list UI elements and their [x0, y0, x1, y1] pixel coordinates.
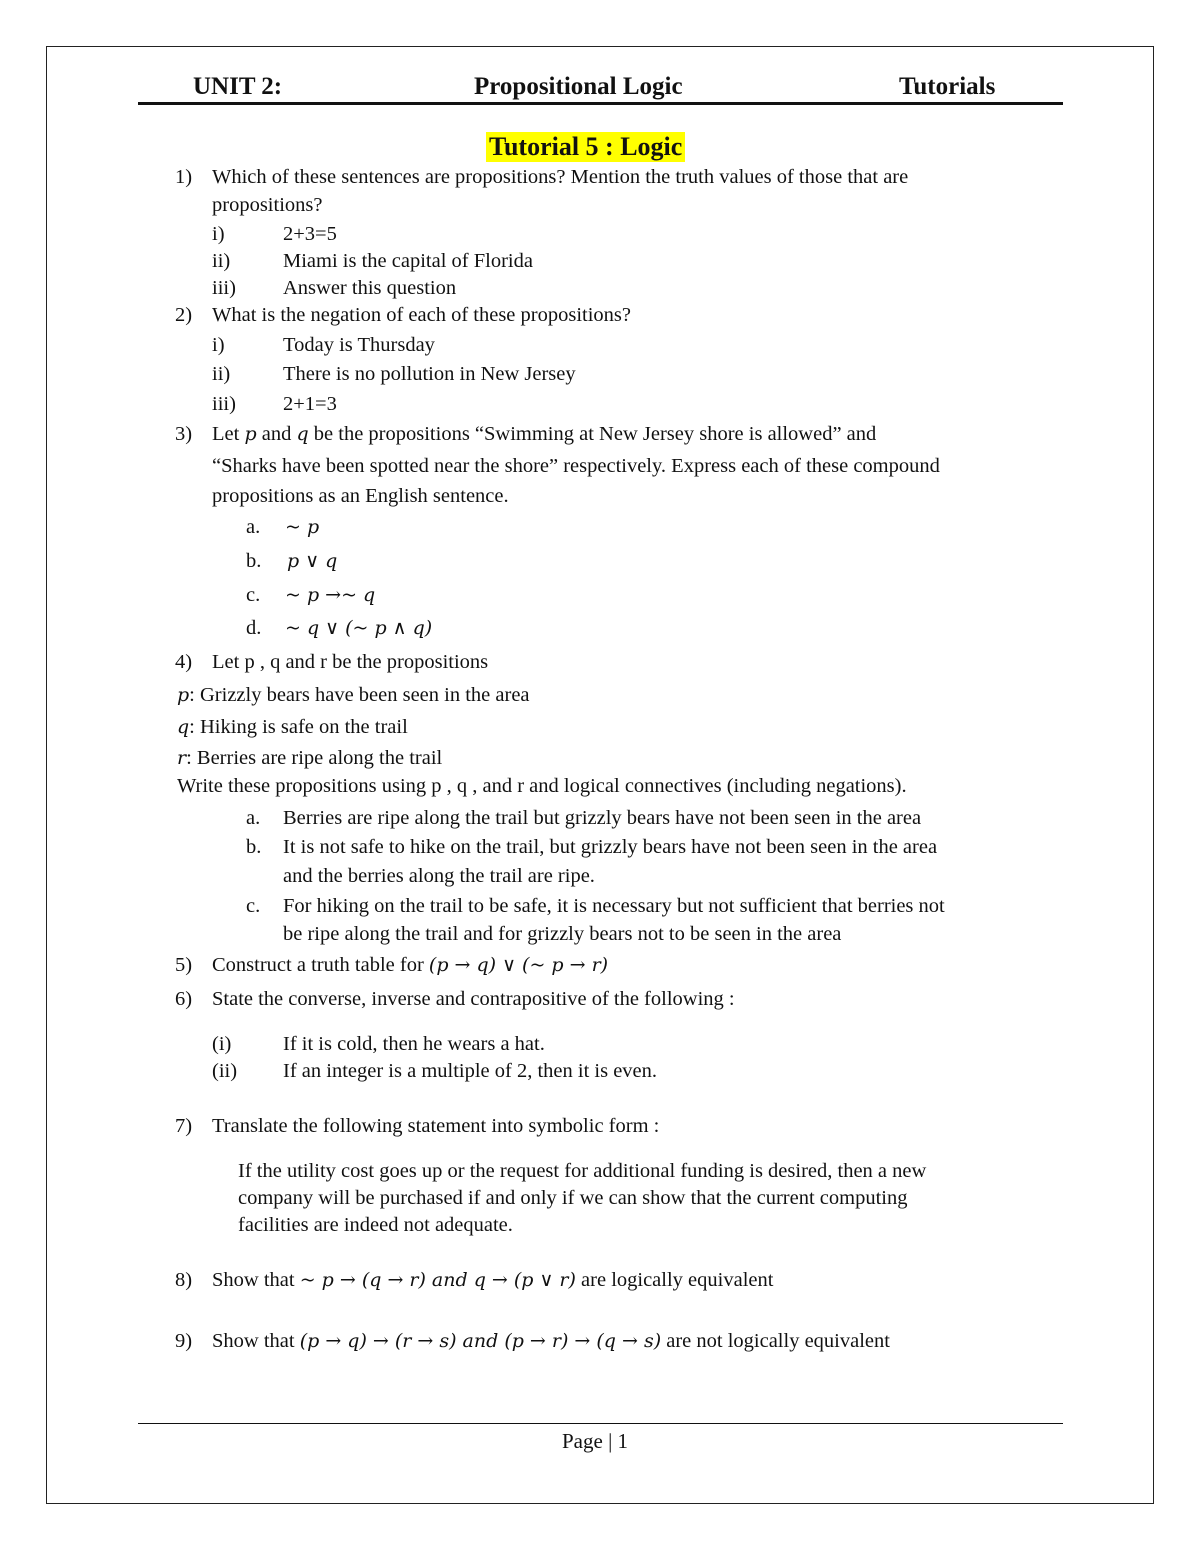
q5-number: 5)	[175, 954, 193, 976]
q3-item-expr: ~ q ∨ (~ p ∧ q)	[285, 617, 433, 639]
q7-number: 7)	[175, 1115, 193, 1137]
q4-def-text: : Hiking is safe on the trail	[189, 716, 408, 738]
q4-def-text: : Berries are ripe along the trail	[186, 747, 443, 769]
q1-text-line1: Which of these sentences are propositions? Mention the truth values of those that are	[212, 166, 909, 188]
q8-tail: are logically equivalent	[581, 1269, 774, 1291]
q5-text	[212, 953, 608, 977]
q7-quote-line: facilities are indeed not adequate.	[238, 1214, 513, 1236]
q3-and: and	[261, 423, 292, 445]
q2-text: What is the negation of each of these propositions?	[212, 304, 631, 326]
q3-item-expr: ~ p →~ q	[285, 584, 376, 606]
footer-rule	[138, 1423, 1063, 1424]
q8-label: Show that	[212, 1269, 295, 1291]
q9-label: Show that	[212, 1330, 295, 1352]
q4-def-symbol: q	[177, 716, 190, 738]
q3-item-label: a.	[246, 516, 261, 538]
q1-item-label: ii)	[212, 250, 231, 272]
q3-item-label: d.	[246, 617, 262, 639]
q4-item-text: It is not safe to hike on the trail, but grizzly bears have not been seen in the area	[283, 836, 938, 858]
q9-text	[212, 1329, 890, 1353]
q4-intro: Let p , q and r be the propositions	[212, 651, 489, 673]
q9-expr: (p → q) → (r → s) and (p → r) → (q → s)	[299, 1330, 662, 1352]
q2-item-text: There is no pollution in New Jersey	[283, 363, 576, 385]
q5-label: Construct a truth table for	[212, 954, 424, 976]
q1-item-label: iii)	[212, 277, 236, 299]
q3-number: 3)	[175, 423, 193, 445]
q4-item-label: a.	[246, 807, 261, 829]
q1-number: 1)	[175, 166, 193, 188]
q4-item-text: For hiking on the trail to be safe, it is necessary but not sufficient that berries not	[283, 895, 945, 917]
q3-text-line1	[212, 422, 876, 446]
q4-def-text: : Grizzly bears have been seen in the area	[189, 684, 530, 706]
header-rule	[138, 102, 1063, 105]
q6-item-label: (i)	[212, 1033, 232, 1055]
q4-item-text: Berries are ripe along the trail but grizzly bears have not been seen in the area	[283, 807, 922, 829]
q3-symbol-q: q	[296, 423, 309, 445]
page-number: Page | 1	[562, 1429, 629, 1453]
q1-item-text: Answer this question	[283, 277, 457, 299]
q7-quote-line: company will be purchased if and only if we can show that the current computing	[238, 1187, 908, 1209]
q9-tail: are not logically equivalent	[666, 1330, 890, 1352]
q3-item-expr: p ∨ q	[287, 550, 338, 572]
q3-text-line3: propositions as an English sentence.	[212, 485, 509, 507]
q4-def	[177, 683, 530, 707]
q4-write: Write these propositions using p , q , and r and logical connectives (including negations).	[177, 775, 907, 797]
q3-item-label: b.	[246, 550, 262, 572]
q3-let: Let	[212, 423, 240, 445]
q2-item-text: 2+1=3	[283, 393, 337, 415]
q2-number: 2)	[175, 304, 193, 326]
q1-text-line2: propositions?	[212, 194, 323, 216]
q6-item-text: If it is cold, then he wears a hat.	[283, 1033, 545, 1055]
q4-def-symbol: r	[177, 747, 187, 769]
q6-number: 6)	[175, 988, 193, 1010]
q4-item-text: and the berries along the trail are ripe.	[283, 865, 595, 887]
q8-number: 8)	[175, 1269, 193, 1291]
q4-item-label: b.	[246, 836, 262, 858]
q4-item-label: c.	[246, 895, 261, 917]
q4-def	[177, 715, 408, 739]
q2-item-label: i)	[212, 334, 225, 356]
q6-item-text: If an integer is a multiple of 2, then it is even.	[283, 1060, 658, 1082]
q3-item-label: c.	[246, 584, 261, 606]
q1-item-text: Miami is the capital of Florida	[283, 250, 533, 272]
q9-number: 9)	[175, 1330, 193, 1352]
q1-item-label: i)	[212, 223, 225, 245]
q4-number: 4)	[175, 651, 193, 673]
q4-item-text: be ripe along the trail and for grizzly bears not to be seen in the area	[283, 923, 842, 945]
q4-def-symbol: p	[177, 684, 190, 706]
q7-text: Translate the following statement into symbolic form :	[212, 1115, 660, 1137]
q3-item-expr: ~ p	[285, 516, 320, 538]
q3-symbol-p: p	[244, 423, 257, 445]
header-section: Tutorials	[899, 73, 996, 100]
q7-quote-line: If the utility cost goes up or the request for additional funding is desired, then a new	[238, 1160, 927, 1182]
q1-item-text: 2+3=5	[283, 223, 337, 245]
q6-item-label: (ii)	[212, 1060, 238, 1082]
tutorial-title: Tutorial 5 : Logic	[486, 132, 685, 162]
q2-item-label: iii)	[212, 393, 236, 415]
q5-expr: (p → q) ∨ (~ p → r)	[428, 954, 609, 976]
q3-rest: be the propositions “Swimming at New Jersey shore is allowed” and	[313, 423, 877, 445]
q8-text	[212, 1268, 773, 1292]
q4-def	[177, 746, 442, 770]
q8-expr: ~ p → (q → r) and q → (p ∨ r)	[299, 1269, 576, 1291]
header-unit: UNIT 2:	[193, 73, 283, 100]
q2-item-text: Today is Thursday	[283, 334, 435, 356]
q6-text: State the converse, inverse and contrapositive of the following :	[212, 988, 735, 1010]
q3-text-line2: “Sharks have been spotted near the shore” respectively. Express each of these compound	[212, 455, 940, 477]
q2-item-label: ii)	[212, 363, 231, 385]
header-subject: Propositional Logic	[474, 73, 683, 100]
